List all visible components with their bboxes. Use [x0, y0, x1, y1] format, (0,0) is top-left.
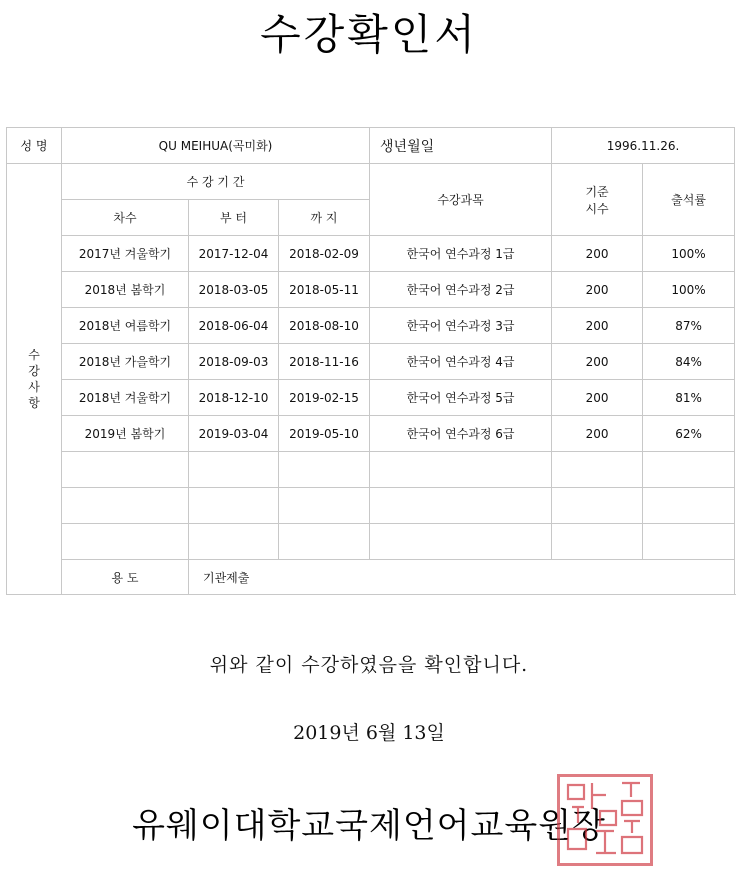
term-cell: 2018년 가을학기	[62, 344, 189, 380]
term-cell: 2017년 겨울학기	[62, 236, 189, 272]
attendance-cell: 100%	[643, 236, 735, 272]
from-cell: 2018-03-05	[189, 272, 279, 308]
section-char: 수	[28, 347, 40, 362]
term-cell: 2018년 겨울학기	[62, 380, 189, 416]
subject-cell: 한국어 연수과정 4급	[370, 344, 552, 380]
enrollment-table	[6, 127, 735, 595]
to-cell: 2018-02-09	[279, 236, 370, 272]
hours-cell: 200	[552, 380, 643, 416]
hours-cell: 200	[552, 308, 643, 344]
attendance-cell: 84%	[643, 344, 735, 380]
birth-value: 1996.11.26.	[552, 128, 735, 164]
hours-cell: 200	[552, 344, 643, 380]
seal-icon	[560, 777, 650, 863]
document-title: 수강확인서	[260, 10, 478, 59]
header-row-1	[7, 164, 735, 200]
term-cell: 2018년 봄학기	[62, 272, 189, 308]
purpose-value: 기관제출	[189, 560, 735, 595]
hours-cell: 200	[552, 416, 643, 452]
section-char: 강	[28, 363, 40, 378]
table-row	[7, 416, 735, 452]
term-cell: 2019년 봄학기	[62, 416, 189, 452]
hours-header	[552, 164, 643, 236]
hours-cell: 200	[552, 272, 643, 308]
course-section-label	[7, 164, 62, 595]
table-row	[7, 272, 735, 308]
from-cell: 2017-12-04	[189, 236, 279, 272]
to-cell: 2019-02-15	[279, 380, 370, 416]
attendance-header: 출석률	[643, 164, 735, 236]
info-row	[7, 128, 735, 164]
section-char: 항	[28, 396, 40, 411]
subject-header: 수강과목	[370, 164, 552, 236]
table-row	[7, 380, 735, 416]
period-header: 수 강 기 간	[62, 164, 370, 200]
issuer-name: 유웨이대학교국제언어교육원장	[132, 806, 606, 846]
hours-cell: 200	[552, 236, 643, 272]
to-cell: 2018-05-11	[279, 272, 370, 308]
to-cell: 2018-08-10	[279, 308, 370, 344]
from-cell: 2019-03-04	[189, 416, 279, 452]
empty-row	[7, 452, 735, 488]
empty-row	[7, 524, 735, 560]
confirmation-statement: 위와 같이 수강하였음을 확인합니다.	[209, 654, 529, 676]
issue-date: 2019년 6월 13일	[293, 722, 445, 744]
purpose-row	[7, 560, 735, 595]
subject-cell: 한국어 연수과정 5급	[370, 380, 552, 416]
name-label: 성 명	[7, 128, 62, 164]
subject-cell: 한국어 연수과정 2급	[370, 272, 552, 308]
to-cell: 2019-05-10	[279, 416, 370, 452]
term-cell: 2018년 여름학기	[62, 308, 189, 344]
from-cell: 2018-06-04	[189, 308, 279, 344]
birth-label-text: 생년월일	[380, 138, 435, 155]
from-cell: 2018-09-03	[189, 344, 279, 380]
from-header: 부 터	[189, 200, 279, 236]
attendance-cell: 100%	[643, 272, 735, 308]
subject-cell: 한국어 연수과정 3급	[370, 308, 552, 344]
empty-row	[7, 488, 735, 524]
purpose-label: 용 도	[62, 560, 189, 595]
attendance-cell: 87%	[643, 308, 735, 344]
to-cell: 2018-11-16	[279, 344, 370, 380]
table-row	[7, 236, 735, 272]
name-value: QU MEIHUA(곡미화)	[62, 128, 370, 164]
birth-label	[370, 128, 552, 164]
attendance-cell: 62%	[643, 416, 735, 452]
term-header: 차수	[62, 200, 189, 236]
to-header: 까 지	[279, 200, 370, 236]
subject-cell: 한국어 연수과정 6급	[370, 416, 552, 452]
official-seal-stamp	[557, 774, 653, 866]
section-char: 사	[28, 380, 40, 394]
from-cell: 2018-12-10	[189, 380, 279, 416]
hours-header-line1: 기준	[585, 184, 609, 199]
table-row	[7, 344, 735, 380]
subject-cell: 한국어 연수과정 1급	[370, 236, 552, 272]
hours-header-line2: 시수	[585, 201, 609, 216]
attendance-cell: 81%	[643, 380, 735, 416]
table-row	[7, 308, 735, 344]
